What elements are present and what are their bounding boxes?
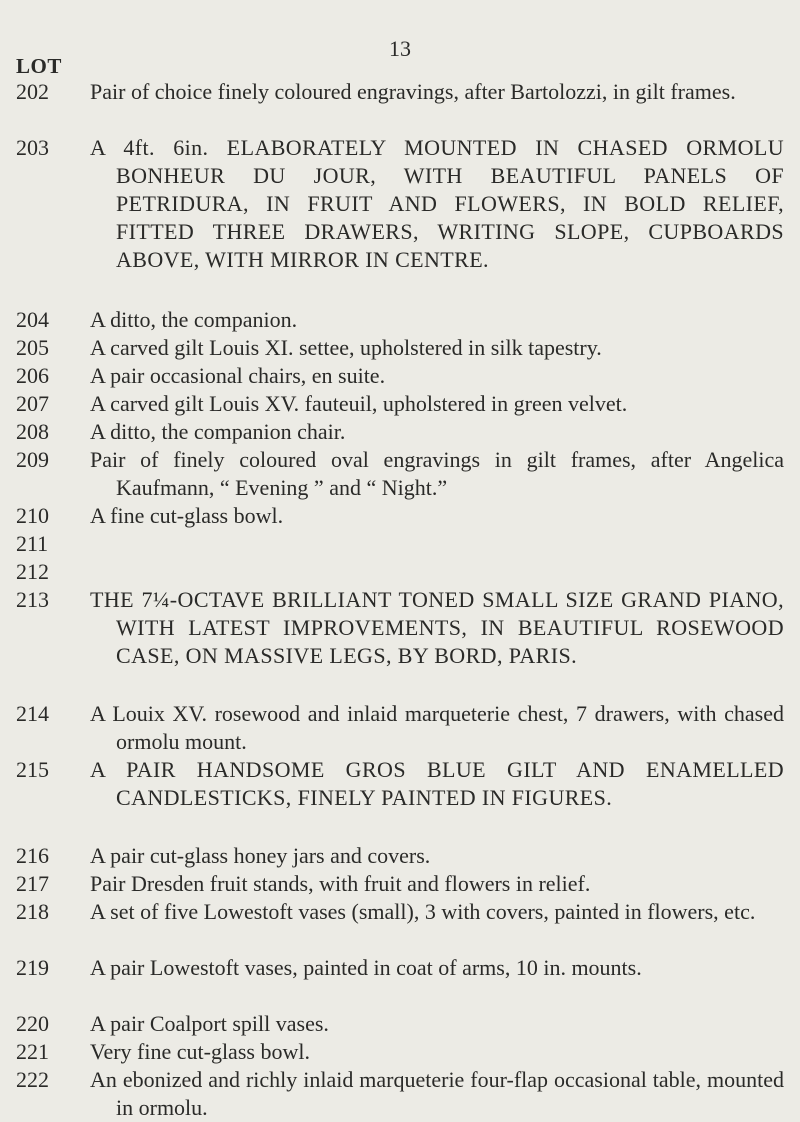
lot-number: 218 — [16, 899, 49, 924]
lot-number: 210 — [16, 503, 49, 528]
lot-number: 221 — [16, 1039, 49, 1064]
lot-description: Pair of finely coloured oval engravings in gilt frames, after Angelica Kaufmann, “ Evening ” and “ Night.” — [90, 447, 784, 500]
lot-description: A carved gilt Louis XV. fauteuil, upholstered in green velvet. — [90, 391, 628, 416]
page-number: 13 — [389, 36, 411, 61]
lot-description: A 4ft. 6in. ELABORATELY MOUNTED IN CHASED ORMOLU BONHEUR DU JOUR, WITH BEAUTIFUL PANELS OF PETRIDURA, IN FRUIT AND FLOWERS, IN BOLD RELIEF, FITTED THREE DRAWERS, WRITING SLOPE, CUPBOARDS ABOVE, WITH MIRROR IN CENTRE. — [90, 135, 784, 272]
lot-description: An ebonized and richly inlaid marqueterie four-flap occasional table, mounted in ormolu. — [90, 1067, 784, 1120]
lot-number: 206 — [16, 363, 49, 388]
lot-number: 217 — [16, 871, 49, 896]
lot-number: 212 — [16, 559, 49, 584]
lot-description: A ditto, the companion chair. — [90, 419, 346, 444]
lot-description: A pair Coalport spill vases. — [90, 1011, 329, 1036]
lot-column-header: LOT — [16, 54, 62, 78]
lot-number: 205 — [16, 335, 49, 360]
lot-number: 216 — [16, 843, 49, 868]
lot-number: 222 — [16, 1067, 49, 1092]
lot-number: 202 — [16, 79, 49, 104]
lot-number: 214 — [16, 701, 49, 726]
lot-number: 220 — [16, 1011, 49, 1036]
lot-description: A fine cut-glass bowl. — [90, 503, 284, 528]
lot-number: 211 — [16, 531, 49, 556]
lot-description: A Louix XV. rosewood and inlaid marqueterie chest, 7 drawers, with chased ormolu mount. — [90, 701, 784, 754]
lot-number: 204 — [16, 307, 49, 332]
lot-number: 207 — [16, 391, 49, 416]
lot-description: A pair Lowestoft vases, painted in coat of arms, 10 in. mounts. — [90, 955, 642, 980]
lot-number: 213 — [16, 587, 49, 612]
lot-description: A pair occasional chairs, en suite. — [90, 363, 386, 388]
lot-description: A set of five Lowestoft vases (small), 3 with covers, painted in flowers, etc. — [90, 899, 756, 924]
lot-description: A PAIR HANDSOME GROS BLUE GILT AND ENAMELLED CANDLESTICKS, FINELY PAINTED IN FIGURES. — [90, 757, 784, 810]
lot-description: THE 7¼-OCTAVE BRILLIANT TONED SMALL SIZE GRAND PIANO, WITH LATEST IMPROVEMENTS, IN BEAUTIFUL ROSEWOOD CASE, ON MASSIVE LEGS, BY BORD, PARIS. — [90, 587, 784, 668]
lot-description: Pair Dresden fruit stands, with fruit and flowers in relief. — [90, 871, 591, 896]
lot-number: 215 — [16, 757, 49, 782]
lot-description: A pair cut-glass honey jars and covers. — [90, 843, 431, 868]
lot-description: Pair of choice finely coloured engravings, after Bartolozzi, in gilt frames. — [90, 79, 736, 104]
lot-number: 219 — [16, 955, 49, 980]
lot-description: A carved gilt Louis XI. settee, upholstered in silk tapestry. — [90, 335, 602, 360]
lot-number: 209 — [16, 447, 49, 472]
lot-number: 203 — [16, 135, 49, 160]
lot-description: Very fine cut-glass bowl. — [90, 1039, 310, 1064]
lot-number: 208 — [16, 419, 49, 444]
lot-description: A ditto, the companion. — [90, 307, 298, 332]
